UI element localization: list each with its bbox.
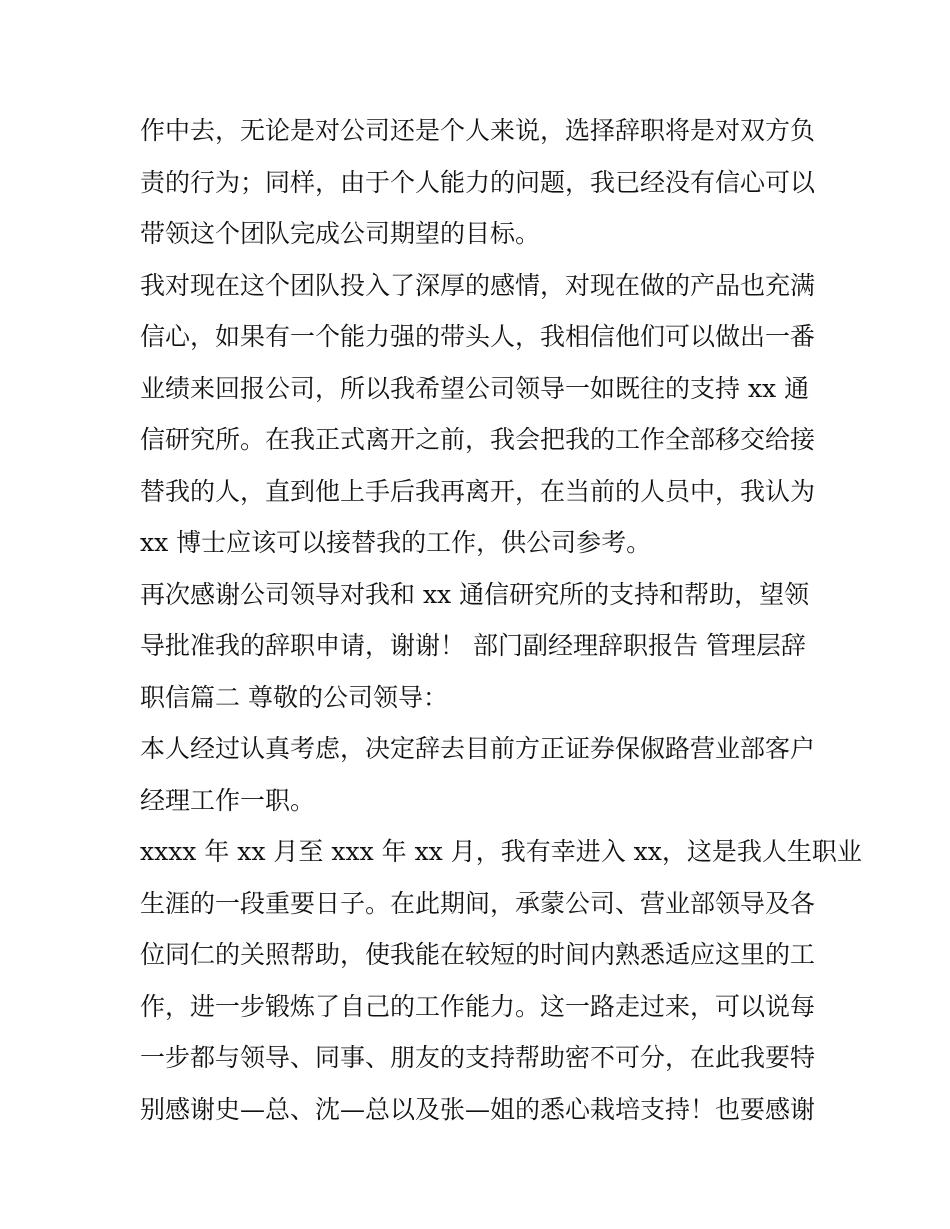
text-line: 我对现在这个团队投入了深厚的感情，对现在做的产品也充满: [140, 270, 816, 300]
document-body: [140, 105, 862, 1135]
text-line: 替我的人，直到他上手后我再离开，在当前的人员中，我认为: [140, 476, 816, 506]
text-line: 再次感谢公司领导对我和 xx 通信研究所的支持和帮助，望领: [140, 579, 810, 609]
text-line: 生涯的一段重要日子。在此期间，承蒙公司、营业部领导及各: [140, 888, 816, 918]
text-line: 别感谢史—总、沈—总以及张—姐的悉心栽培支持！也要感谢: [140, 1094, 816, 1124]
text-line: 作中去，无论是对公司还是个人来说，选择辞职将是对双方负: [140, 116, 816, 145]
text-line: 业绩来回报公司，所以我希望公司领导一如既往的支持 xx 通: [140, 373, 810, 403]
text-line: 本人经过认真考虑，决定辞去目前方正证券保俶路营业部客户: [140, 734, 816, 763]
text-line: 作，进一步锻炼了自己的工作能力。这一路走过来，可以说每: [140, 991, 816, 1021]
text-line: xxxx 年 xx 月至 xxx 年 xx 月，我有幸进入 xx，这是我人生职业: [140, 837, 862, 866]
text-line: 带领这个团队完成公司期望的目标。: [140, 219, 541, 248]
text-line: 责的行为；同样，由于个人能力的问题，我已经没有信心可以: [140, 167, 816, 197]
text-line: 信心，如果有一个能力强的带头人，我相信他们可以做出一番: [140, 322, 816, 351]
text-line: 信研究所。在我正式离开之前，我会把我的工作全部移交给接: [140, 425, 816, 454]
text-line: 经理工作一职。: [140, 785, 316, 815]
text-line: 导批准我的辞职申请，谢谢！ 部门副经理辞职报告 管理层辞: [140, 631, 806, 660]
text-line: 一步都与领导、同事、朋友的支持帮助密不可分，在此我要特: [140, 1043, 816, 1072]
text-line: xx 博士应该可以接替我的工作，供公司参考。: [140, 528, 652, 557]
text-line: 职信篇二 尊敬的公司领导：: [140, 682, 448, 712]
text-line: 位同仁的关照帮助，使我能在较短的时间内熟悉适应这里的工: [140, 940, 816, 969]
